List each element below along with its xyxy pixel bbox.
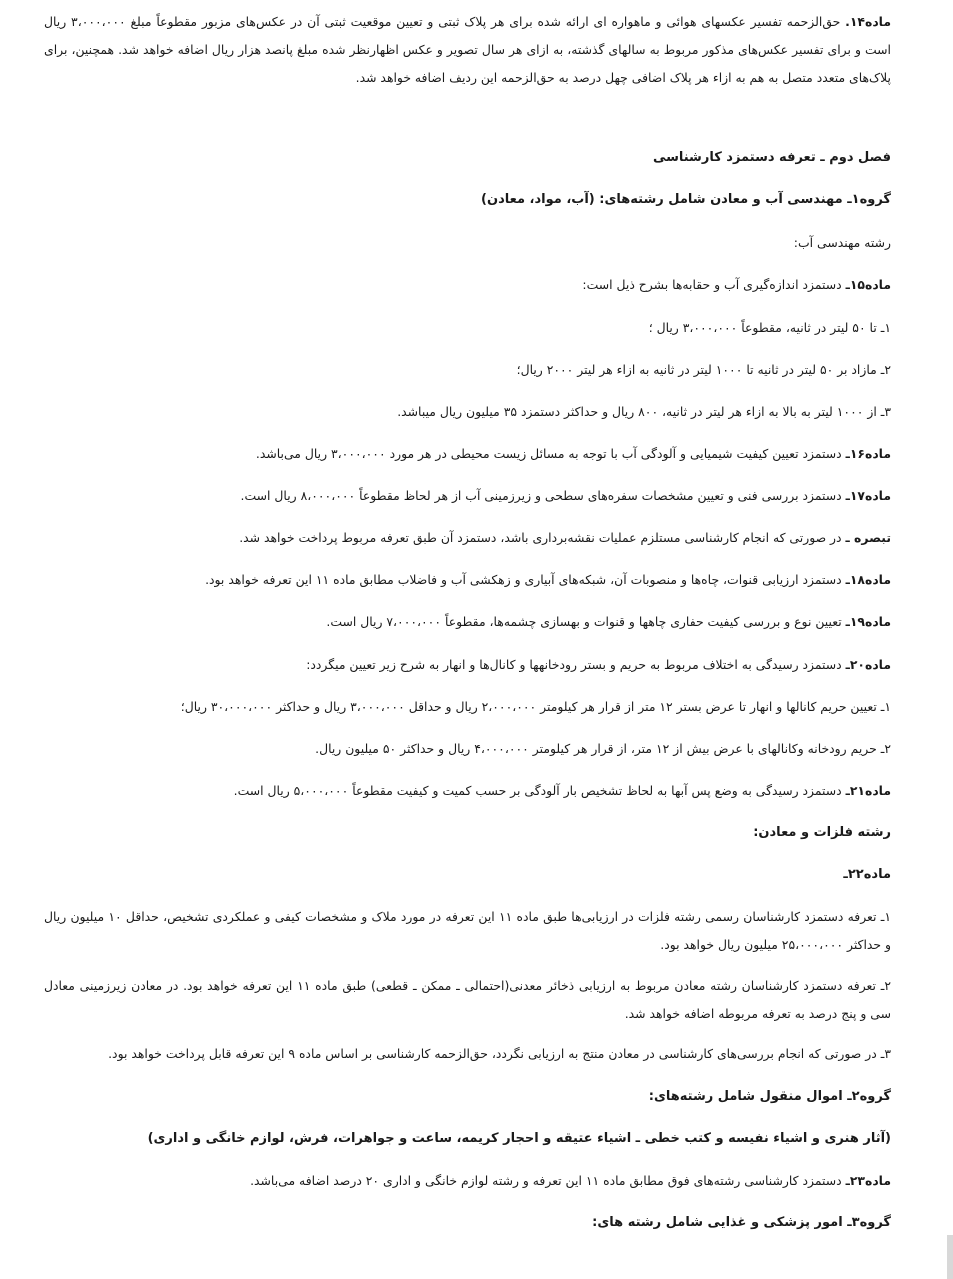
article-20-number: ماده۲۰ـ <box>845 657 891 672</box>
article-15 <box>44 271 891 299</box>
article-18-number: ماده۱۸ـ <box>845 572 891 587</box>
article-22-item-1: ۱ـ تعرفه دستمزد کارشناسان رسمی رشته فلزات در ارزیابی‌ها طبق ماده ۱۱ این تعرفه در مورد ملاک و مشخصات کیفی و عملکردی تشخیص، حداقل ۱۰ میلیون ریال و حداکثر ۲۵،۰۰۰،۰۰۰ میلیون ریال خواهد بود. <box>44 909 891 952</box>
article-21-number: ماده۲۱ـ <box>845 783 891 798</box>
article-14-number: ماده۱۴. <box>845 14 891 29</box>
article-22-item-3: ۳ـ در صورتی که انجام بررسی‌های کارشناسی در معادن منتج به ارزیابی نگردد، حق‌الزحمه کارشناسی بر اساس ماده ۹ این تعرفه قابل پرداخت خواهد بود. <box>108 1046 891 1061</box>
article-23-number: ماده۲۳ـ <box>845 1173 891 1188</box>
note-text: در صورتی که انجام کارشناسی مستلزم عملیات نقشه‌برداری باشد، دستمزد آن طبق تعرفه مربوط پرداخت خواهد شد. <box>239 530 846 545</box>
article-17 <box>44 482 891 510</box>
article-20 <box>44 651 891 679</box>
article-14-text: حق‌الزحمه تفسیر عکسهای هوائی و ماهواره ای ارائه شده برای هر پلاک ثبتی و تعیین موقعیت ثبتی آن در عکس‌های مزبور مقطوعاً مبلغ ۳،۰۰۰،۰۰۰ ریال است و برای تفسیر عکس‌های مذکور مربوط به سالهای گذشته، به ازای هر سال تصویر و عکس اظهارنظر شده مبلغ پانصد هزار ریال اضافه خواهد شد. همچنین، برای پلاک‌های متعدد متصل به هم به ازاء هر پلاک اضافی چهل درصد به حق‌الزحمه این ردیف اضافه خواهد شد. <box>44 14 891 85</box>
article-20-item-1: ۱ـ تعیین حریم کانالها و انهار تا عرض بستر ۱۲ متر از قرار هر کیلومتر ۲،۰۰۰،۰۰۰ ریال و حداقل ۳،۰۰۰،۰۰۰ ریال و حداکثر ۳۰،۰۰۰،۰۰۰ ریال؛ <box>180 699 891 714</box>
article-16-text: دستمزد تعیین کیفیت شیمیایی و آلودگی آب با توجه به مسائل زیست محیطی در هر مورد ۳،۰۰۰،۰۰۰ ریال می‌باشد. <box>255 446 846 461</box>
article-15-item-2: ۲ـ مازاد بر ۵۰ لیتر در ثانیه تا ۱۰۰۰ لیتر در ثانیه به ازاء هر لیتر ۲۰۰۰ ریال؛ <box>516 362 891 377</box>
note-label: تبصره ـ <box>845 530 891 545</box>
article-19 <box>44 608 891 636</box>
chapter-2-heading: فصل دوم ـ تعرفه دستمزد کارشناسی <box>652 150 891 165</box>
metals-mining-subheading: رشته فلزات و معادن: <box>753 825 891 840</box>
group-3-heading: گروه۳ـ امور پزشکی و غذایی شامل رشته های: <box>592 1215 891 1230</box>
article-15-item-1: ۱ـ تا ۵۰ لیتر در ثانیه، مقطوعاً ۳،۰۰۰،۰۰۰ ریال ؛ <box>648 320 891 335</box>
article-22-heading: ماده۲۲ـ <box>843 867 891 882</box>
article-18-text: دستمزد ارزیابی قنوات، چاه‌ها و منصوبات آن، شبکه‌های آبیاری و زهکشی آب و فاضلاب مطابق ماده ۱۱ این تعرفه خواهد بود. <box>205 572 846 587</box>
group-1-heading: گروه۱ـ مهندسی آب و معادن شامل رشته‌های: (آب، مواد، معادن) <box>481 192 891 207</box>
article-20-item-2: ۲ـ حریم رودخانه وکانالهای با عرض بیش از ۱۲ متر، از قرار هر کیلومتر ۴،۰۰۰،۰۰۰ ریال و حداکثر ۵۰ میلیون ریال. <box>315 741 891 756</box>
article-20-text: دستمزد رسیدگی به اختلاف مربوط به حریم و بستر رودخانهها و کانال‌ها و انهار به شرح زیر تعیین میگردد: <box>306 657 846 672</box>
article-17-number: ماده۱۷ـ <box>845 488 891 503</box>
water-engineering-subheading: رشته مهندسی آب: <box>793 235 891 250</box>
article-15-number: ماده۱۵ـ <box>845 277 891 292</box>
article-23-text: دستمزد کارشناسی رشته‌های فوق مطابق ماده ۱۱ این تعرفه و رشته لوازم خانگی و اداری ۲۰ درصد اضافه می‌باشد. <box>250 1173 846 1188</box>
article-21-text: دستمزد رسیدگی به وضع پس آبها به لحاظ تشخیص بار آلودگی بر حسب کمیت و کیفیت مقطوعاً ۵،۰۰۰،۰۰۰ ریال است. <box>233 783 846 798</box>
article-15-text: دستمزد اندازه‌گیری آب و حقابه‌ها بشرح ذیل است: <box>582 277 846 292</box>
article-15-item-3: ۳ـ از ۱۰۰۰ لیتر به بالا به ازاء هر لیتر در ثانیه، ۸۰۰ ریال و حداکثر دستمزد ۳۵ میلیون ریال میباشد. <box>397 404 891 419</box>
article-17-text: دستمزد بررسی فنی و تعیین مشخصات سفره‌های سطحی و زیرزمینی آب از هر لحاظ مقطوعاً ۸،۰۰۰،۰۰۰ ریال است. <box>240 488 846 503</box>
article-16 <box>44 440 891 468</box>
article-16-number: ماده۱۶ـ <box>845 446 891 461</box>
article-19-number: ماده۱۹ـ <box>845 614 891 629</box>
article-23 <box>44 1167 891 1195</box>
page-edge-mark <box>947 1235 953 1279</box>
article-21 <box>44 777 891 805</box>
article-14 <box>44 8 891 92</box>
article-19-text: تعیین نوع و بررسی کیفیت حفاری چاهها و قنوات و بهسازی چشمه‌ها، مقطوعاً ۷،۰۰۰،۰۰۰ ریال است. <box>326 614 846 629</box>
note-paragraph <box>44 524 891 552</box>
group-2-heading: گروه۲ـ اموال منقول شامل رشته‌های: <box>648 1089 891 1104</box>
article-22-item-2: ۲ـ تعرفه دستمزد کارشناسان رشته معادن مربوط به ارزیابی ذخائر معدنی(احتمالی ـ ممکن ـ قطعی) طبق ماده ۱۱ این تعرفه خواهد بود. در معادن زیرزمینی معادل سی و پنج درصد به تعرفه مربوطه اضافه خواهد شد. <box>44 978 891 1021</box>
group-2-fields: (آثار هنری و اشیاء نفیسه و کتب خطی ـ اشیاء عتیقه و احجار کریمه، ساعت و جواهرات، فرش، لوازم خانگی و اداری) <box>147 1131 891 1146</box>
article-18 <box>44 566 891 594</box>
